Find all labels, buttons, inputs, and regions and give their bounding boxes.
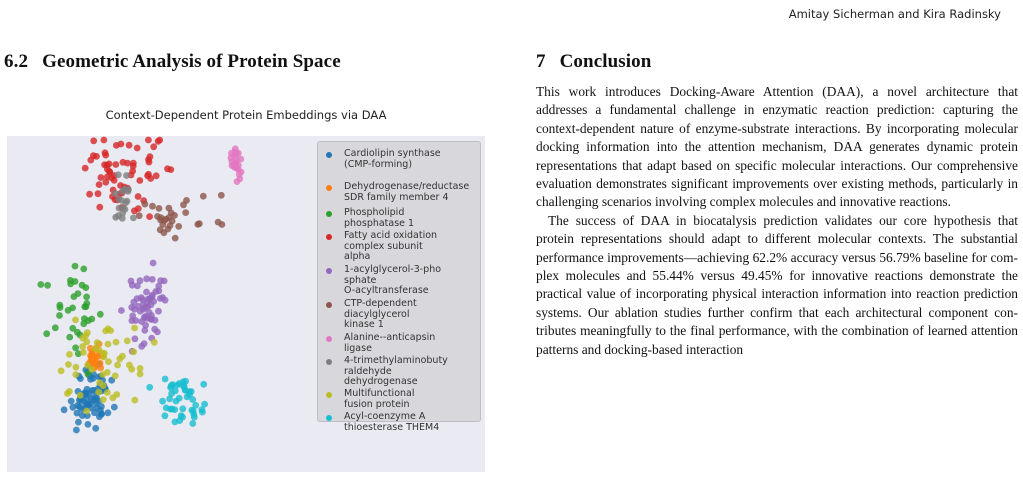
scatter-point bbox=[112, 372, 119, 379]
scatter-point bbox=[95, 190, 102, 197]
legend-entry bbox=[326, 182, 482, 203]
legend-entry bbox=[326, 333, 482, 354]
scatter-point bbox=[159, 294, 166, 301]
scatter-point bbox=[119, 215, 126, 222]
scatter-point bbox=[115, 171, 122, 178]
scatter-point bbox=[61, 406, 68, 413]
embedding-scatter-figure bbox=[7, 108, 485, 478]
scatter-point bbox=[146, 384, 153, 391]
scatter-point bbox=[100, 353, 107, 360]
scatter-point bbox=[143, 289, 150, 296]
scatter-point bbox=[134, 295, 141, 302]
scatter-point bbox=[175, 223, 182, 230]
scatter-point bbox=[172, 235, 179, 242]
scatter-point bbox=[72, 344, 79, 351]
scatter-point bbox=[79, 343, 86, 350]
scatter-point bbox=[132, 335, 139, 342]
scatter-point bbox=[105, 341, 112, 348]
scatter-point bbox=[90, 137, 97, 144]
scatter-point bbox=[116, 355, 123, 362]
legend-marker bbox=[326, 302, 332, 308]
scatter-point bbox=[72, 371, 79, 378]
scatter-point bbox=[73, 364, 80, 371]
scatter-point bbox=[96, 181, 103, 188]
legend-label: Cardiolipin synthase (CMP-forming) bbox=[344, 148, 441, 170]
scatter-point bbox=[145, 296, 152, 303]
scatter-point bbox=[77, 392, 84, 399]
scatter-point bbox=[107, 327, 114, 334]
scatter-point bbox=[94, 339, 101, 346]
scatter-point bbox=[199, 409, 206, 416]
scatter-point bbox=[92, 425, 99, 432]
scatter-point bbox=[200, 381, 207, 388]
scatter-point bbox=[73, 427, 80, 434]
scatter-point bbox=[68, 398, 75, 405]
scatter-point bbox=[98, 174, 105, 181]
scatter-point bbox=[102, 152, 109, 159]
scatter-point bbox=[100, 382, 107, 389]
scatter-point bbox=[190, 411, 197, 418]
scatter-point bbox=[65, 361, 72, 368]
scatter-point bbox=[86, 191, 93, 198]
scatter-point bbox=[113, 339, 120, 346]
scatter-point bbox=[142, 322, 149, 329]
scatter-point bbox=[93, 153, 100, 160]
section-heading-6-2 bbox=[4, 51, 341, 73]
scatter-point bbox=[146, 309, 153, 316]
scatter-point bbox=[124, 338, 131, 345]
scatter-point bbox=[183, 197, 190, 204]
legend-label: Phospholipid phosphatase 1 bbox=[344, 207, 415, 229]
scatter-point bbox=[58, 368, 65, 375]
scatter-point bbox=[149, 276, 156, 283]
scatter-point bbox=[37, 281, 44, 288]
scatter-point bbox=[123, 172, 130, 179]
legend-entry bbox=[326, 356, 482, 388]
legend-entry bbox=[326, 265, 482, 297]
scatter-point bbox=[56, 312, 63, 319]
scatter-point bbox=[98, 411, 105, 418]
scatter-point bbox=[130, 215, 137, 222]
scatter-point bbox=[150, 260, 157, 267]
scatter-point bbox=[131, 325, 138, 332]
scatter-point bbox=[166, 395, 173, 402]
scatter-point bbox=[57, 304, 64, 311]
legend-label: Fatty acid oxidation complex subunit alpha bbox=[344, 230, 438, 262]
scatter-point bbox=[118, 197, 125, 204]
scatter-point bbox=[66, 334, 73, 341]
scatter-point bbox=[106, 161, 113, 168]
scatter-point bbox=[189, 396, 196, 403]
scatter-point bbox=[162, 376, 169, 383]
chart-legend bbox=[317, 141, 481, 433]
scatter-point bbox=[89, 354, 96, 361]
legend-entry bbox=[326, 389, 482, 410]
scatter-point bbox=[128, 366, 135, 373]
legend-label: Dehydrogenase/reductase SDR family member 4 bbox=[344, 181, 470, 203]
scatter-point bbox=[118, 307, 125, 314]
scatter-point bbox=[82, 165, 89, 172]
scatter-point bbox=[238, 169, 245, 176]
scatter-point bbox=[69, 325, 76, 332]
scatter-point bbox=[108, 174, 115, 181]
legend-marker bbox=[326, 336, 332, 342]
scatter-point bbox=[135, 193, 142, 200]
section-title-text: Conclusion bbox=[559, 51, 652, 72]
scatter-point bbox=[124, 160, 131, 167]
scatter-point bbox=[87, 157, 94, 164]
scatter-point bbox=[83, 294, 90, 301]
scatter-point bbox=[151, 339, 158, 346]
scatter-point bbox=[83, 390, 90, 397]
scatter-point bbox=[92, 345, 99, 352]
scatter-point bbox=[161, 278, 168, 285]
scatter-point bbox=[167, 222, 174, 229]
scatter-point bbox=[231, 164, 238, 171]
scatter-point bbox=[72, 317, 79, 324]
scatter-point bbox=[72, 263, 79, 270]
scatter-point bbox=[200, 193, 207, 200]
scatter-point bbox=[129, 313, 136, 320]
scatter-point bbox=[179, 405, 186, 412]
section-number: 6.2 bbox=[4, 51, 29, 72]
legend-entry bbox=[326, 299, 482, 331]
scatter-point bbox=[151, 326, 158, 333]
legend-label: Multifunctional fusion protein bbox=[344, 388, 415, 410]
legend-entry bbox=[326, 149, 482, 170]
scatter-point bbox=[135, 205, 142, 212]
scatter-point bbox=[162, 412, 169, 419]
scatter-point bbox=[112, 190, 119, 197]
scatter-point bbox=[146, 213, 153, 220]
scatter-point bbox=[156, 205, 163, 212]
scatter-point bbox=[196, 220, 203, 227]
scatter-point bbox=[145, 137, 152, 144]
scatter-point bbox=[97, 311, 104, 318]
scatter-point bbox=[52, 324, 59, 331]
scatter-point bbox=[144, 303, 151, 310]
section-number: 7 bbox=[536, 51, 546, 72]
scatter-point bbox=[43, 330, 50, 337]
legend-marker bbox=[326, 185, 332, 191]
scatter-point bbox=[149, 203, 156, 210]
scatter-point bbox=[155, 138, 162, 145]
scatter-point bbox=[83, 401, 90, 408]
section-title-text: Geometric Analysis of Protein Space bbox=[42, 51, 341, 72]
legend-label: Alanine--anticapsin ligase bbox=[344, 332, 436, 354]
paragraph: This work introduces Docking-Aware Attention (DAA), a novel architecture that addresses a fundamental challenge in enzymatic reaction prediction: capturing the context-dependent nature of enzyme-substrate interactions. By incorporating molecular docking information into the attention mechanism, DAA generates dynamic protein representations that adapt based on specific molecular interactions. Our comprehensive evaluation demonstrates significant improvements over existing methods, particularly in challenging scenarios involving complex molecules and innovative reactions. bbox=[536, 84, 1018, 210]
section-heading-conclusion bbox=[536, 51, 651, 73]
scatter-point bbox=[66, 388, 73, 395]
scatter-point bbox=[179, 414, 186, 421]
scatter-point bbox=[148, 316, 155, 323]
scatter-point bbox=[218, 192, 225, 199]
scatter-point bbox=[122, 186, 129, 193]
paragraph: The success of DAA in biocatalysis prediction validates our core hypothesis that protein representations should adapt to different molecular contexts. The substantial performance improvements—achieving 62.2% accuracy versus 56.79% baseline for complex molecules and 55.44% versus 49.45% for innovative reactions demonstrate the practical value of incorporating physical interaction information into reaction prediction systems. Our ablation studies further confirm that each architectural component contributes meaningfully to the final performance, with the combination of learned attention patterns and docking-based interaction bbox=[536, 212, 1018, 357]
conclusion-body bbox=[536, 83, 1018, 359]
scatter-point bbox=[128, 304, 135, 311]
legend-entry bbox=[326, 208, 482, 229]
scatter-point bbox=[159, 398, 166, 405]
legend-marker bbox=[326, 392, 332, 398]
scatter-point bbox=[182, 387, 189, 394]
scatter-point bbox=[150, 143, 157, 150]
scatter-point bbox=[80, 266, 87, 273]
scatter-point bbox=[157, 226, 164, 233]
legend-marker bbox=[326, 234, 332, 240]
scatter-point bbox=[142, 201, 149, 208]
legend-marker bbox=[326, 415, 332, 421]
scatter-point bbox=[80, 349, 87, 356]
scatter-point bbox=[97, 364, 104, 371]
scatter-point bbox=[113, 391, 120, 398]
scatter-point bbox=[99, 371, 106, 378]
scatter-point bbox=[168, 210, 175, 217]
scatter-point bbox=[155, 287, 162, 294]
scatter-point bbox=[158, 214, 165, 221]
scatter-point bbox=[114, 362, 121, 369]
chart-title: Context-Dependent Protein Embeddings via DAA bbox=[105, 108, 387, 122]
scatter-point bbox=[146, 159, 153, 166]
legend-marker bbox=[326, 359, 332, 365]
scatter-point bbox=[126, 142, 133, 149]
scatter-point bbox=[83, 408, 90, 415]
scatter-point bbox=[130, 348, 137, 355]
scatter-point bbox=[182, 209, 189, 216]
scatter-point bbox=[80, 320, 87, 327]
legend-marker bbox=[326, 211, 332, 217]
scatter-point bbox=[138, 343, 145, 350]
scatter-point bbox=[219, 221, 226, 228]
scatter-point bbox=[112, 161, 119, 168]
scatter-point bbox=[192, 402, 199, 409]
scatter-point bbox=[79, 335, 86, 342]
scatter-point bbox=[70, 404, 77, 411]
running-header: Amitay Sicherman and Kira Radinsky bbox=[788, 7, 1001, 21]
scatter-point bbox=[69, 305, 76, 312]
legend-label: Acyl-coenzyme A thioesterase THEM4 bbox=[344, 411, 440, 433]
scatter-point bbox=[112, 214, 119, 221]
scatter-point bbox=[85, 421, 92, 428]
scatter-point bbox=[66, 351, 73, 358]
legend-label: 4-trimethylaminobuty raldehyde dehydrogenase bbox=[344, 355, 448, 387]
scatter-point bbox=[189, 420, 196, 427]
legend-entry bbox=[326, 231, 482, 263]
scatter-point bbox=[96, 204, 103, 211]
scatter-point bbox=[105, 409, 112, 416]
scatter-point bbox=[84, 329, 91, 336]
scatter-point bbox=[72, 278, 79, 285]
scatter-point bbox=[137, 371, 144, 378]
scatter-point bbox=[131, 397, 138, 404]
scatter-point bbox=[113, 142, 120, 149]
scatter-point bbox=[84, 362, 91, 369]
scatter-point bbox=[75, 419, 82, 426]
scatter-point bbox=[81, 303, 88, 310]
scatter-point bbox=[93, 395, 100, 402]
scatter-point bbox=[130, 163, 137, 170]
legend-label: CTP-dependent diacylglycerol kinase 1 bbox=[344, 298, 417, 330]
scatter-point bbox=[104, 389, 111, 396]
legend-entry bbox=[326, 412, 482, 433]
scatter-point bbox=[82, 284, 89, 291]
scatter-point bbox=[167, 166, 174, 173]
scatter-point bbox=[95, 389, 102, 396]
scatter-point bbox=[136, 177, 143, 184]
scatter-point bbox=[100, 396, 107, 403]
scatter-point bbox=[155, 308, 162, 315]
legend-marker bbox=[326, 152, 332, 158]
scatter-point bbox=[176, 395, 183, 402]
legend-marker bbox=[326, 268, 332, 274]
scatter-point bbox=[44, 282, 51, 289]
scatter-point bbox=[75, 290, 82, 297]
scatter-point bbox=[134, 145, 141, 152]
scatter-point bbox=[134, 283, 141, 290]
legend-label: 1-acylglycerol-3-pho sphate O-acyltransferase bbox=[344, 264, 442, 296]
scatter-point bbox=[111, 404, 118, 411]
scatter-point bbox=[101, 137, 108, 144]
scatter-point bbox=[167, 406, 174, 413]
scatter-point bbox=[136, 212, 143, 219]
scatter-point bbox=[174, 382, 181, 389]
scatter-point bbox=[145, 171, 152, 178]
